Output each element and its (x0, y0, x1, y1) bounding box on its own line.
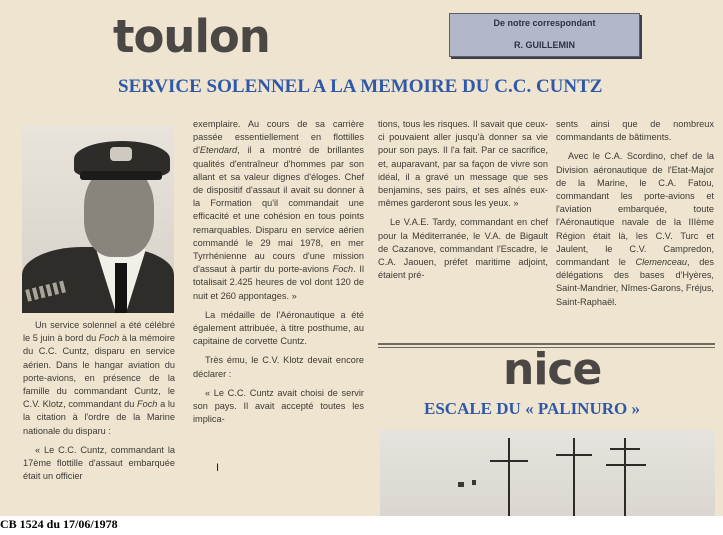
correspondent-box (449, 13, 640, 57)
article-column-1: Un service solennel a été célébré le 5 juin à bord du Foch à la mémoire du C.C. Cuntz, disparu en service aérien. Dans le hangar aviation du porte-avions, en présence de la famille du commandant Cuntz, le C.V. Klotz, commandant du Foch a lu la citation à l'ordre de la Marine nationale du disparu : « Le C.C. Cuntz, commandant la 17ème flottille d'assaut embarquée était un officier (23, 320, 175, 482)
portrait-photo (22, 125, 174, 313)
article-headline: SERVICE SOLENNEL A LA MEMOIRE DU C.C. CUNTZ (118, 76, 603, 97)
section-title-toulon: toulon (113, 10, 270, 63)
correspondent-name: R. GUILLEMIN (514, 40, 575, 50)
ship-photo (380, 430, 715, 516)
nice-headline: ESCALE DU « PALINURO » (424, 399, 640, 418)
text-cursor-icon: I (216, 462, 220, 474)
correspondent-label: De notre correspondant (493, 18, 596, 28)
article-column-3: tions, tous les risques. Il savait que ceux-ci pouvaient aller jusqu'à donner sa vie pour son pays. Il l'a fait. Par ce sacrifice, et, auparavant, par sa façon de vivre son idéal, il a gravé un message que ses benjamins, ses pairs, et ses aînés eux-mêmes garderont sous les yeux. » Le V.A.E. Tardy, commandant en chef pour la Méditerranée, le V.A. de Bigault de Cazanove, commandant l'Escadre, le C.A. Jaouen, préfet maritime adjoint, étaient pré- (378, 119, 548, 281)
article-column-4: sents ainsi que de nombreux commandants de bâtiments. Avec le C.A. Scordino, chef de la Division aéronautique de l'Etat-Major de la Marine, le C.A. Fatou, commandant les porte-avions et l'aviation embarquée, toute l'Aéronautique navale de la IIIème Région était là, les C.V. Turc et Jaulent, le C.V. Campredon, commandant le Clemenceau, des délégations des bases d'Hyères, Saint-Mandrier, Nîmes-Garons, Fréjus, Saint-Raphaël. (556, 119, 715, 307)
article-column-2: exemplaire. Au cours de sa carrière passée essentiellement en flottilles d'Etendard, il a montré de brillantes qualités d'entraîneur d'hommes par son allant et sa valeur dignes d'éloges. Chef de dispositif d'assaut il avait su donner à la Formation qu'il commandait une efficacité et une cohésion en tous points remarquables. Disparu en service aérien commandé le 29 mai 1978, en mer Tyrrhénienne au cours d'une mission d'assaut à partir du porte-avions Foch. Il totalisait 2.425 heures de vol dont 120 de nuit et 260 appontages. » La médaille de l'Aéronautique a été également attribuée, à titre posthume, au capitaine de corvette Cuntz. Très ému, le C.V. Klotz devait encore déclarer : « Le C.C. Cuntz avait choisi de servir son pays. Il avait accepté toutes les implica- (193, 119, 365, 425)
source-caption: CB 1524 du 17/06/1978 (0, 517, 118, 531)
section-title-nice: nice (503, 344, 602, 395)
